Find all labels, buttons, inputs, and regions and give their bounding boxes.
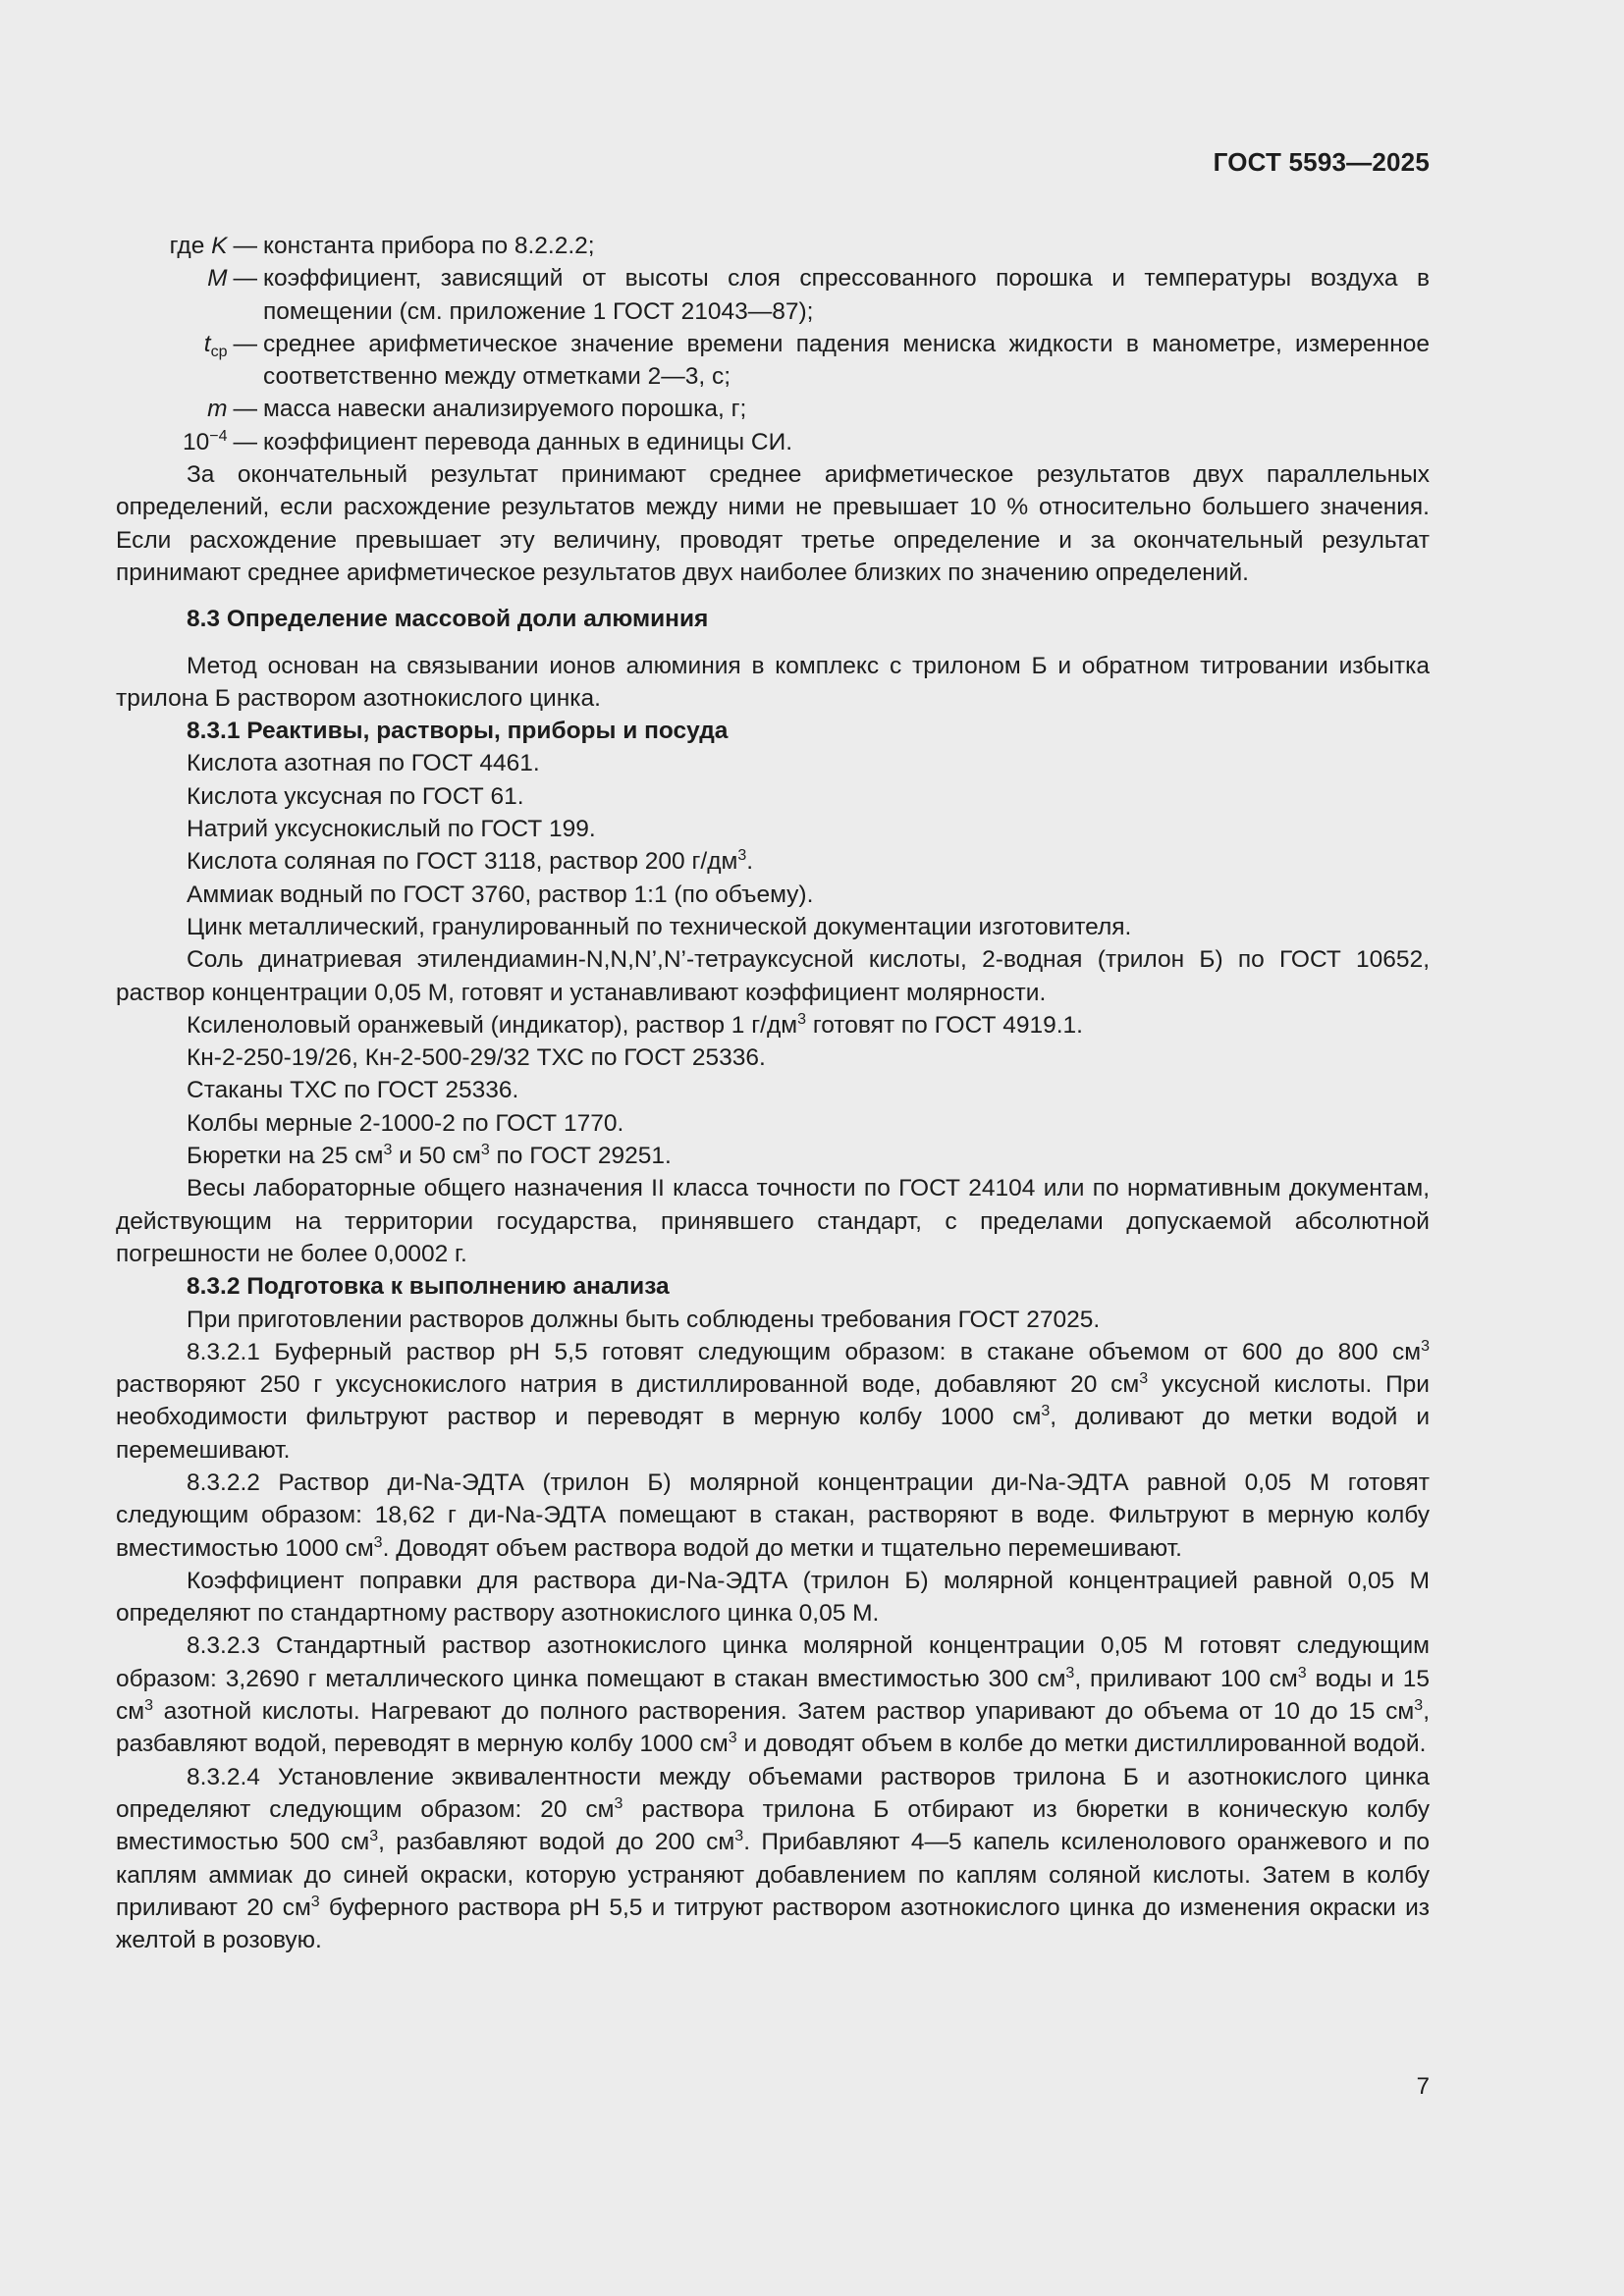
legend-description: коэффициент перевода данных в единицы СИ. — [263, 428, 793, 455]
legend-row: $t_{ср}$ — среднее арифметическое значение времени падения мениска жидкости в манометре, измеренное соответственно между отметками 2—3, с; — [116, 328, 1430, 394]
legend-description: константа прибора по 8.2.2.2; — [263, 233, 595, 259]
reagent-item: Натрий уксуснокислый по ГОСТ 199. — [187, 816, 596, 843]
section-heading-8-3: 8.3 Определение массовой доли алюминия — [187, 606, 709, 633]
paragraph-8-3-2-4: 8.3.2.4 Установление эквивалентности между объемами растворов трилона Б и азотнокислого цинка определяют следующим образом: 20 $см^3$ раствора трилона Б отбирают из бюретки в коническую колбу вместимостью 500 $см^3$, разбавляют водой до 200 $см^3$. Прибавляют 4—5 капель ксиленолового оранжевого и по каплям аммиак до синей окраски, которую устраняют добавлением по каплям соляной кислоты. Затем в колбу приливают 20 $см^3$ буферного раствора pH 5,5 и титруют раствором азотнокислого цинка до изменения окраски из желтой в розовую. — [116, 1763, 1430, 1954]
paragraph-8-3-2-1: 8.3.2.1 Буферный раствор pH 5,5 готовят следующим образом: в стакане объемом от 600 до 800 $см^3$ растворяют 250 г уксуснокислого натрия в дистиллированной воде, добавляют 20 $см^3$ уксусной кислоты. При необходимости фильтруют раствор и переводят в мерную колбу 1000 $см^3$, доливают до метки водой и перемешивают. — [116, 1337, 1430, 1464]
paragraph-8-3-2-2: 8.3.2.2 Раствор ди-Na-ЭДТА (трилон Б) молярной концентрации ди-Na-ЭДТА равной 0,05 М готовят следующим образом: 18,62 г ди-Na-ЭДТА помещают в стакан, растворяют в воде. Фильтруют в мерную колбу вместимостью 1000 $см^3$. Доводят объем раствора водой до метки и тщательно перемешивают. — [116, 1468, 1430, 1562]
paragraph-8-3-2-3: 8.3.2.3 Стандартный раствор азотнокислого цинка молярной концентрации 0,05 М готовят следующим образом: 3,2690 г металлического цинка помещают в стакан вместимостью 300 $см^3$, приливают 100 $см^3$ воды и 15 $см^3$ азотной кислоты. Нагревают до полного растворения. Затем раствор упаривают до объема от 10 до 15 $см^3$, разбавляют водой, переводят в мерную колбу 1000 $см^3$ и доводят объем в колбе до метки дистиллированной водой. — [116, 1632, 1431, 1758]
equipment-item: Бюретки на 25 $см^3$ и 50 $см^3$ по ГОСТ 29251. — [187, 1142, 672, 1170]
legend-row: m — масса навески анализируемого порошка, г; — [116, 393, 1430, 425]
legend-description: коэффициент, зависящий от высоты слоя спрессованного порошка и температуры воздуха в помещении (см. приложение 1 ГОСТ 21043—87); — [263, 265, 1430, 325]
equipment-item: Стаканы ТХС по ГОСТ 25336. — [187, 1077, 519, 1104]
legend-symbol: M — [207, 265, 228, 293]
legend-symbol: 10 — [182, 428, 210, 455]
reagent-item: Соль динатриевая этилендиамин-N,N,N’,N’-тетрауксусной кислоты, 2-водная (трилон Б) по ГОСТ 10652, раствор концентрации 0,05 М, готовят и устанавливают коэффициент молярности. — [116, 946, 1430, 1006]
document-header: ГОСТ 5593—2025 — [1213, 147, 1430, 177]
formula-legend — [116, 230, 1430, 458]
correction-factor-paragraph: Коэффициент поправки для раствора ди-Na-ЭДТА (трилон Б) молярной концентрацией равной 0,05 М определяют по стандартному раствору азотнокислого цинка 0,05 М. — [116, 1567, 1430, 1628]
reagent-item: Цинк металлический, гранулированный по технической документации изготовителя. — [187, 913, 1132, 940]
page-number: 7 — [1416, 2073, 1430, 2100]
final-result-paragraph: За окончательный результат принимают среднее арифметическое результатов двух параллельных определений, если расхождение результатов между ними не превышает 10 % относительно большего значения. Если расхождение превышает эту величину, проводят третье определение и за окончательный результат принимают среднее арифметическое результатов двух наиболее близких по значению определений. — [116, 461, 1430, 586]
legend-symbol: m — [207, 396, 228, 423]
legend-description: масса навески анализируемого порошка, г; — [263, 396, 747, 423]
legend-row: $10^{-4}$ — коэффициент перевода данных в единицы СИ. — [116, 426, 1430, 458]
equipment-item: Весы лабораторные общего назначения II класса точности по ГОСТ 24104 или по нормативным документам, действующим на территории государства, принявшего стандарт, с пределами допускаемой абсолютной погрешности не более 0,0002 г. — [116, 1175, 1430, 1267]
section-8-3-2-intro: При приготовлении растворов должны быть соблюдены требования ГОСТ 27025. — [187, 1306, 1101, 1333]
reagent-item: Кислота уксусная по ГОСТ 61. — [187, 782, 524, 810]
document-body — [116, 230, 1430, 1956]
section-heading-8-3-1: 8.3.1 Реактивы, растворы, приборы и посуда — [187, 718, 729, 745]
reagent-item: Кислота азотная по ГОСТ 4461. — [187, 750, 540, 777]
legend-description: среднее арифметическое значение времени падения мениска жидкости в манометре, измеренное соответственно между отметками 2—3, с; — [263, 330, 1430, 391]
equipment-item: Кн-2-250-19/26, Кн-2-500-29/32 ТХС по ГОСТ 25336. — [187, 1044, 766, 1072]
reagent-item: Аммиак водный по ГОСТ 3760, раствор 1:1 (по объему). — [187, 881, 814, 908]
legend-symbol: t — [203, 330, 211, 357]
section-8-3-intro: Метод основан на связывании ионов алюминия в комплекс с трилоном Б и обратном титровании избытка трилона Б раствором азотнокислого цинка. — [116, 652, 1430, 712]
section-heading-8-3-2: 8.3.2 Подготовка к выполнению анализа — [187, 1273, 670, 1301]
legend-row: где K — константа прибора по 8.2.2.2; — [116, 230, 1430, 262]
legend-symbol: K — [211, 233, 228, 259]
reagent-item: Кислота соляная по ГОСТ 3118, раствор 200 $г/дм^3$. — [187, 847, 754, 876]
legend-row: M — коэффициент, зависящий от высоты слоя спрессованного порошка и температуры воздуха в помещении (см. приложение 1 ГОСТ 21043—87); — [116, 262, 1430, 328]
reagent-item: Ксиленоловый оранжевый (индикатор), раствор 1 $г/дм^3$ готовят по ГОСТ 4919.1. — [187, 1010, 1083, 1039]
equipment-item: Колбы мерные 2-1000-2 по ГОСТ 1770. — [187, 1109, 624, 1137]
